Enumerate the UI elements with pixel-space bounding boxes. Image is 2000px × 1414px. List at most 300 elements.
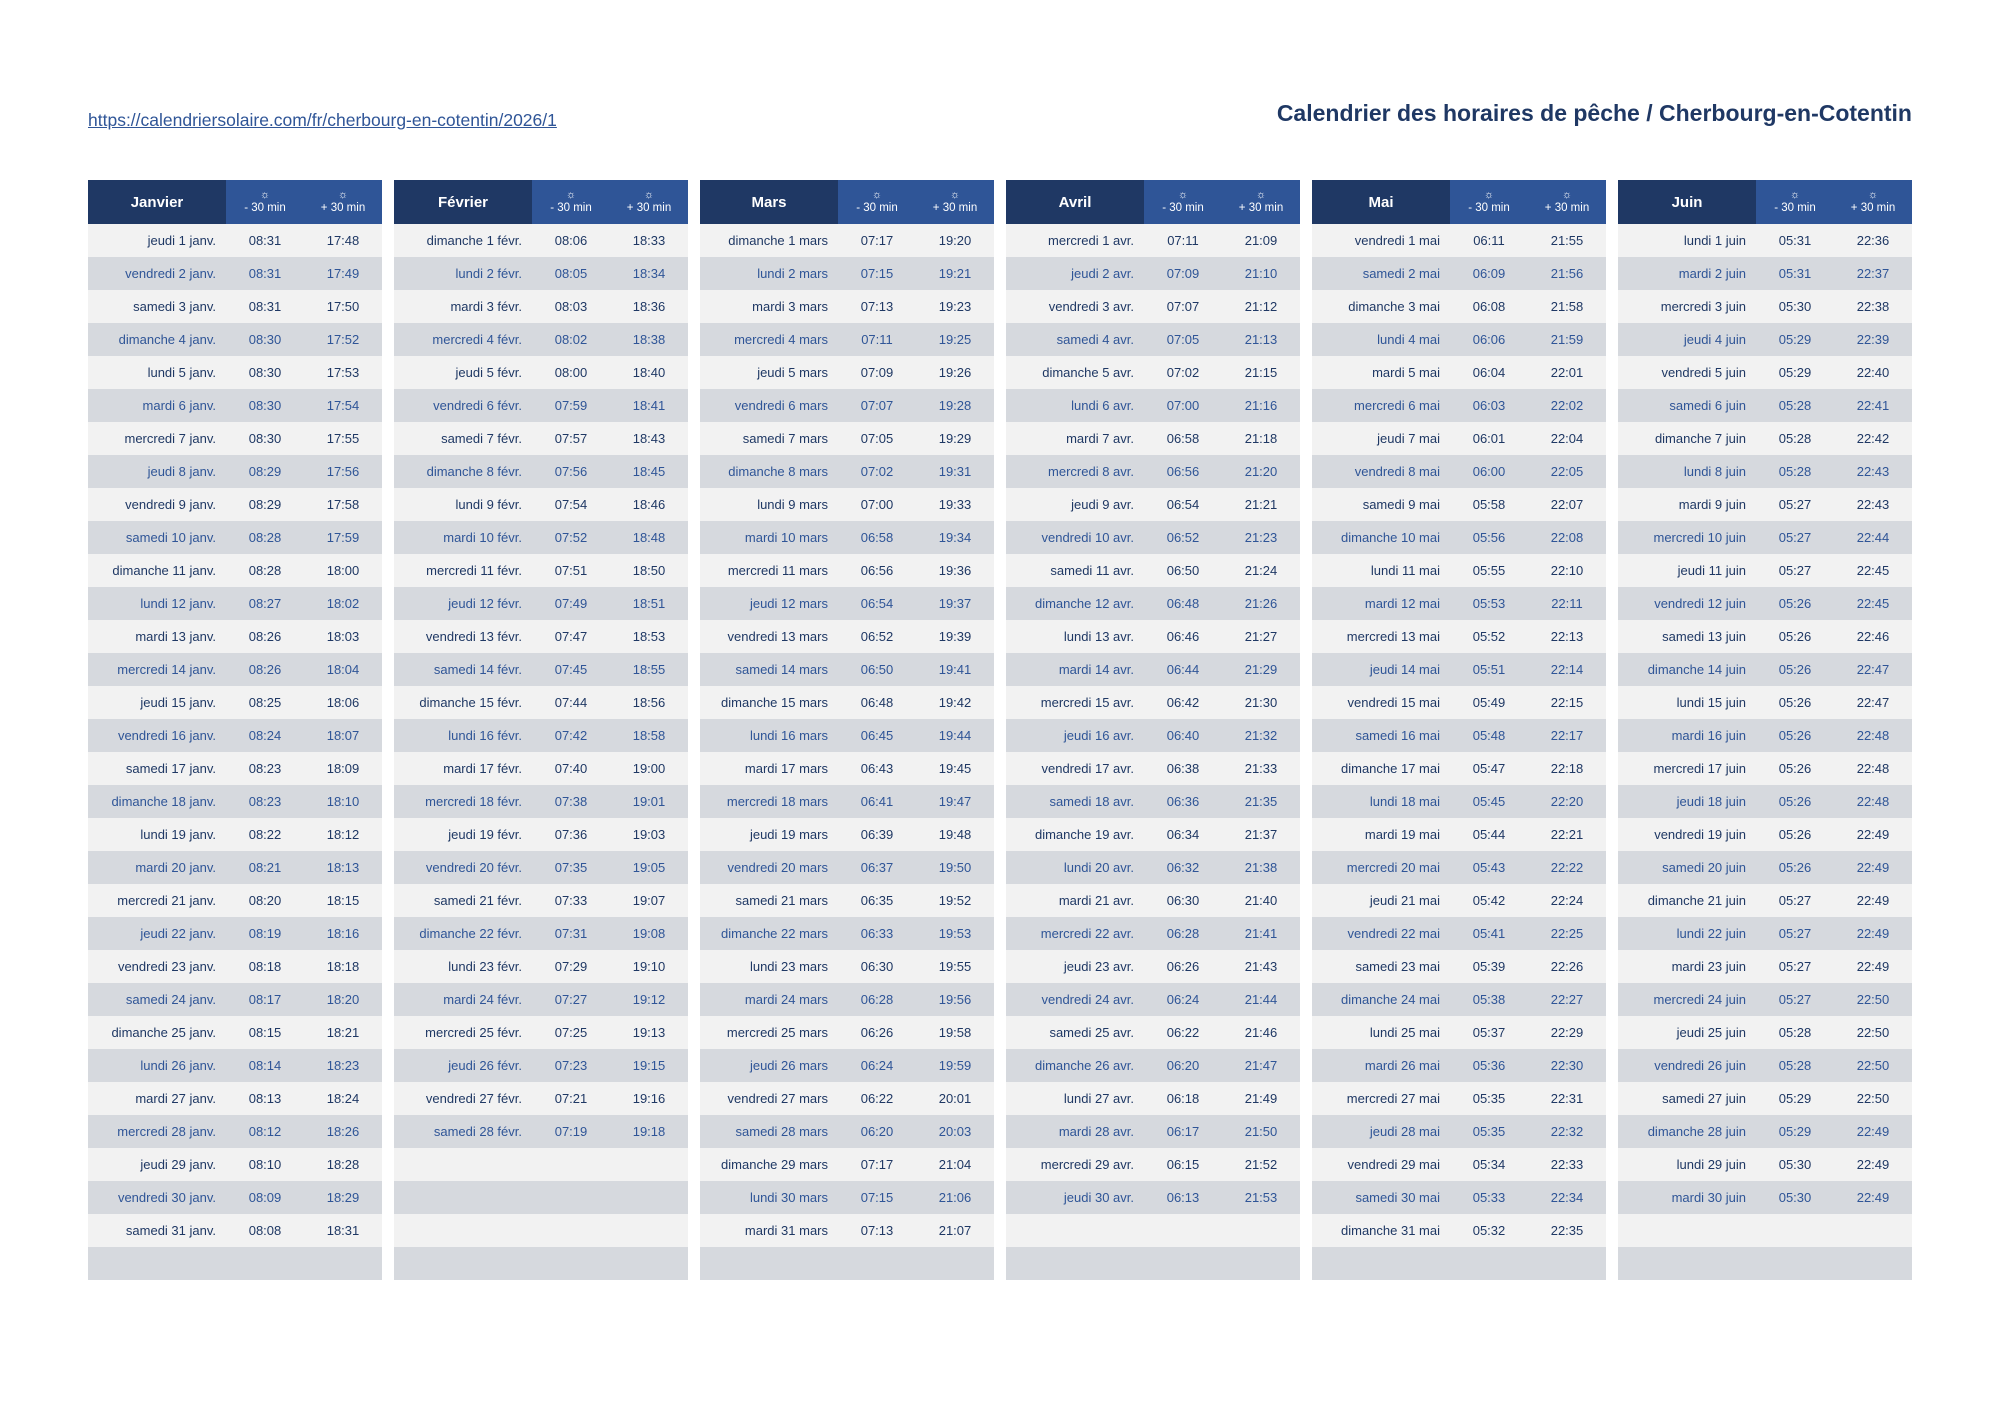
table-row — [700, 257, 994, 290]
day-label: samedi 4 avr. — [1006, 323, 1144, 356]
sunset-plus-30-value — [1222, 1247, 1300, 1280]
sunrise-minus-30-value: 06:20 — [838, 1115, 916, 1148]
table-row — [394, 521, 688, 554]
table-row — [1312, 1148, 1606, 1181]
table-row — [1006, 488, 1300, 521]
sunrise-minus-30-value: 05:26 — [1756, 818, 1834, 851]
sunset-plus-30-value — [916, 1247, 994, 1280]
sunset-plus-30-value: 21:46 — [1222, 1016, 1300, 1049]
day-label: lundi 22 juin — [1618, 917, 1756, 950]
sunrise-minus-30-value: 07:02 — [1144, 356, 1222, 389]
sunrise-minus-30-value: 07:07 — [838, 389, 916, 422]
sunset-plus-30-header — [1834, 180, 1912, 224]
month-block-mai — [1312, 180, 1606, 1280]
day-label: dimanche 7 juin — [1618, 422, 1756, 455]
table-row — [394, 620, 688, 653]
day-label: lundi 11 mai — [1312, 554, 1450, 587]
sun-icon: ☼ — [871, 189, 883, 201]
day-label: vendredi 12 juin — [1618, 587, 1756, 620]
sunset-plus-30-value: 22:48 — [1834, 719, 1912, 752]
day-label: mardi 7 avr. — [1006, 422, 1144, 455]
table-row — [394, 224, 688, 257]
sunrise-minus-30-value: 08:30 — [226, 356, 304, 389]
sunrise-minus-30-value: 06:01 — [1450, 422, 1528, 455]
day-label: mardi 10 mars — [700, 521, 838, 554]
day-label: vendredi 13 mars — [700, 620, 838, 653]
sunset-plus-30-value: 21:47 — [1222, 1049, 1300, 1082]
table-row — [1618, 1049, 1912, 1082]
sunset-plus-30-value: 21:27 — [1222, 620, 1300, 653]
day-label: dimanche 8 mars — [700, 455, 838, 488]
sunrise-minus-30-value: 07:02 — [838, 455, 916, 488]
sunset-plus-30-value: 19:48 — [916, 818, 994, 851]
day-label: mercredi 1 avr. — [1006, 224, 1144, 257]
day-label: jeudi 12 févr. — [394, 587, 532, 620]
day-label: dimanche 3 mai — [1312, 290, 1450, 323]
sunrise-minus-30-value: 06:09 — [1450, 257, 1528, 290]
day-label: vendredi 8 mai — [1312, 455, 1450, 488]
table-row — [1618, 1082, 1912, 1115]
sunset-plus-30-value: 22:43 — [1834, 455, 1912, 488]
day-label: samedi 10 janv. — [88, 521, 226, 554]
table-row — [1618, 752, 1912, 785]
sunset-plus-30-value: 22:01 — [1528, 356, 1606, 389]
sunrise-minus-30-value: 05:28 — [1756, 455, 1834, 488]
day-label: mercredi 10 juin — [1618, 521, 1756, 554]
sunset-plus-30-value: 22:34 — [1528, 1181, 1606, 1214]
sunrise-minus-30-value: 07:57 — [532, 422, 610, 455]
sunrise-minus-30-value: 05:26 — [1756, 686, 1834, 719]
sunset-plus-30-value: 21:53 — [1222, 1181, 1300, 1214]
table-row — [700, 1082, 994, 1115]
sunset-plus-30-value: 22:35 — [1528, 1214, 1606, 1247]
table-row — [88, 1115, 382, 1148]
empty-row — [1006, 1214, 1300, 1247]
day-label: lundi 19 janv. — [88, 818, 226, 851]
month-name-header: Janvier — [88, 180, 226, 224]
sunset-plus-30-value: 22:33 — [1528, 1148, 1606, 1181]
day-label: mercredi 14 janv. — [88, 653, 226, 686]
sunset-plus-30-value: 21:37 — [1222, 818, 1300, 851]
table-header-row — [394, 180, 688, 224]
sunrise-minus-30-value: 05:27 — [1756, 488, 1834, 521]
sunrise-minus-30-value: 08:22 — [226, 818, 304, 851]
sunrise-minus-30-value: 08:08 — [226, 1214, 304, 1247]
sunset-plus-30-value: 22:50 — [1834, 983, 1912, 1016]
sunset-plus-30-header-label: + 30 min — [1238, 202, 1284, 214]
table-row — [1006, 389, 1300, 422]
table-row — [394, 290, 688, 323]
sunrise-minus-30-value: 08:17 — [226, 983, 304, 1016]
sunrise-minus-30-value: 05:37 — [1450, 1016, 1528, 1049]
sunset-plus-30-value: 22:50 — [1834, 1049, 1912, 1082]
sunset-plus-30-value: 19:13 — [610, 1016, 688, 1049]
day-label: vendredi 6 févr. — [394, 389, 532, 422]
table-row — [700, 785, 994, 818]
sunrise-minus-30-value: 08:26 — [226, 620, 304, 653]
sunrise-minus-30-value: 05:27 — [1756, 521, 1834, 554]
month-table — [1312, 180, 1606, 1280]
sunset-plus-30-value: 17:52 — [304, 323, 382, 356]
sunset-plus-30-value: 19:18 — [610, 1115, 688, 1148]
sunrise-minus-30-value: 07:35 — [532, 851, 610, 884]
sunset-plus-30-value: 21:23 — [1222, 521, 1300, 554]
sunrise-minus-30-value: 08:12 — [226, 1115, 304, 1148]
table-row — [1312, 620, 1606, 653]
day-label: samedi 23 mai — [1312, 950, 1450, 983]
sunset-plus-30-value: 22:42 — [1834, 422, 1912, 455]
sunset-plus-30-value: 22:45 — [1834, 587, 1912, 620]
day-label: samedi 25 avr. — [1006, 1016, 1144, 1049]
sunrise-minus-30-value: 08:23 — [226, 752, 304, 785]
sun-icon: ☼ — [1867, 189, 1879, 201]
table-row — [1618, 224, 1912, 257]
sunrise-minus-30-value: 06:50 — [1144, 554, 1222, 587]
sunrise-minus-30-value: 05:26 — [1756, 653, 1834, 686]
table-row — [88, 950, 382, 983]
day-label: mercredi 28 janv. — [88, 1115, 226, 1148]
table-row — [1618, 488, 1912, 521]
day-label: vendredi 27 févr. — [394, 1082, 532, 1115]
sunset-plus-30-value: 22:20 — [1528, 785, 1606, 818]
sunset-plus-30-value: 22:48 — [1834, 752, 1912, 785]
sunrise-minus-30-value: 07:19 — [532, 1115, 610, 1148]
day-label: jeudi 8 janv. — [88, 455, 226, 488]
table-row — [88, 554, 382, 587]
sunset-plus-30-value: 22:04 — [1528, 422, 1606, 455]
table-row — [88, 851, 382, 884]
sun-icon: ☼ — [337, 189, 349, 201]
sunset-plus-30-value: 18:36 — [610, 290, 688, 323]
table-row — [700, 653, 994, 686]
day-label: vendredi 10 avr. — [1006, 521, 1144, 554]
sunset-plus-30-value: 18:53 — [610, 620, 688, 653]
sunrise-minus-30-value: 06:52 — [838, 620, 916, 653]
month-table — [1006, 180, 1300, 1280]
sunset-plus-30-header-label: + 30 min — [1544, 202, 1590, 214]
sunset-plus-30-value: 18:20 — [304, 983, 382, 1016]
table-row — [88, 1016, 382, 1049]
empty-row — [394, 1247, 688, 1280]
sunrise-minus-30-value: 08:02 — [532, 323, 610, 356]
sunrise-minus-30-value — [1756, 1214, 1834, 1247]
table-row — [1618, 785, 1912, 818]
sunrise-minus-30-value: 08:15 — [226, 1016, 304, 1049]
table-row — [1006, 356, 1300, 389]
sunset-plus-30-value: 22:08 — [1528, 521, 1606, 554]
sunset-plus-30-value: 17:53 — [304, 356, 382, 389]
sunrise-minus-30-value: 05:44 — [1450, 818, 1528, 851]
day-label: vendredi 5 juin — [1618, 356, 1756, 389]
sunrise-minus-30-value: 07:05 — [1144, 323, 1222, 356]
table-row — [700, 818, 994, 851]
sunset-plus-30-value: 21:21 — [1222, 488, 1300, 521]
sunrise-minus-30-value: 05:47 — [1450, 752, 1528, 785]
table-row — [1312, 587, 1606, 620]
day-label: lundi 23 mars — [700, 950, 838, 983]
day-label — [1006, 1247, 1144, 1280]
sunrise-minus-30-value: 06:22 — [838, 1082, 916, 1115]
sunset-plus-30-value: 21:33 — [1222, 752, 1300, 785]
sunset-plus-30-value: 22:49 — [1834, 818, 1912, 851]
sunrise-minus-30-value: 07:13 — [838, 290, 916, 323]
day-label: mercredi 22 avr. — [1006, 917, 1144, 950]
sunrise-minus-30-value — [838, 1247, 916, 1280]
table-row — [1618, 455, 1912, 488]
day-label: lundi 2 mars — [700, 257, 838, 290]
month-block-février — [394, 180, 688, 1280]
sunset-plus-30-value: 21:13 — [1222, 323, 1300, 356]
sunset-plus-30-value: 18:16 — [304, 917, 382, 950]
table-row — [1312, 1181, 1606, 1214]
day-label: mercredi 13 mai — [1312, 620, 1450, 653]
month-table — [394, 180, 688, 1280]
table-row — [1312, 1115, 1606, 1148]
months-grid — [88, 180, 1918, 1280]
sunset-plus-30-value: 19:53 — [916, 917, 994, 950]
sunset-plus-30-value: 21:04 — [916, 1148, 994, 1181]
day-label: lundi 2 févr. — [394, 257, 532, 290]
day-label: samedi 7 mars — [700, 422, 838, 455]
table-row — [394, 323, 688, 356]
day-label: mercredi 17 juin — [1618, 752, 1756, 785]
sunset-plus-30-value: 19:29 — [916, 422, 994, 455]
sunrise-minus-30-value: 08:09 — [226, 1181, 304, 1214]
sunset-plus-30-value: 18:34 — [610, 257, 688, 290]
sunrise-minus-30-value: 07:23 — [532, 1049, 610, 1082]
day-label: jeudi 12 mars — [700, 587, 838, 620]
sun-icon: ☼ — [1483, 189, 1495, 201]
sunset-plus-30-value: 21:06 — [916, 1181, 994, 1214]
sunrise-minus-30-value: 06:44 — [1144, 653, 1222, 686]
day-label: mardi 24 mars — [700, 983, 838, 1016]
day-label: dimanche 14 juin — [1618, 653, 1756, 686]
sunrise-minus-30-value: 06:28 — [1144, 917, 1222, 950]
table-row — [700, 587, 994, 620]
table-row — [88, 290, 382, 323]
sunrise-minus-30-value: 05:28 — [1756, 1016, 1834, 1049]
sunrise-minus-30-value: 07:36 — [532, 818, 610, 851]
sunset-plus-30-value: 22:31 — [1528, 1082, 1606, 1115]
day-label: mercredi 6 mai — [1312, 389, 1450, 422]
table-row — [1006, 422, 1300, 455]
sunset-plus-30-value: 17:54 — [304, 389, 382, 422]
sun-icon: ☼ — [565, 189, 577, 201]
sunrise-minus-30-value: 08:03 — [532, 290, 610, 323]
day-label — [1006, 1214, 1144, 1247]
day-label: mercredi 11 févr. — [394, 554, 532, 587]
sunrise-minus-30-value: 07:45 — [532, 653, 610, 686]
sunset-plus-30-value: 21:40 — [1222, 884, 1300, 917]
table-row — [88, 752, 382, 785]
sunset-plus-30-value: 19:28 — [916, 389, 994, 422]
sunrise-minus-30-value: 08:05 — [532, 257, 610, 290]
table-row — [1618, 1016, 1912, 1049]
table-row — [394, 752, 688, 785]
table-row — [394, 587, 688, 620]
day-label: jeudi 4 juin — [1618, 323, 1756, 356]
sunset-plus-30-value: 22:43 — [1834, 488, 1912, 521]
sunset-plus-30-value: 18:23 — [304, 1049, 382, 1082]
sunrise-minus-30-value: 06:18 — [1144, 1082, 1222, 1115]
day-label: vendredi 27 mars — [700, 1082, 838, 1115]
day-label: lundi 26 janv. — [88, 1049, 226, 1082]
day-label: lundi 23 févr. — [394, 950, 532, 983]
empty-row — [88, 1247, 382, 1280]
day-label — [700, 1247, 838, 1280]
sunrise-minus-30-value: 05:28 — [1756, 422, 1834, 455]
table-row — [1618, 389, 1912, 422]
sunset-plus-30-value: 18:31 — [304, 1214, 382, 1247]
table-row — [1312, 785, 1606, 818]
day-label: mardi 16 juin — [1618, 719, 1756, 752]
sunset-plus-30-value: 21:41 — [1222, 917, 1300, 950]
sunset-plus-30-value: 17:55 — [304, 422, 382, 455]
sun-icon: ☼ — [1561, 189, 1573, 201]
sunset-plus-30-value: 22:36 — [1834, 224, 1912, 257]
sunset-plus-30-value: 22:50 — [1834, 1082, 1912, 1115]
day-label: lundi 27 avr. — [1006, 1082, 1144, 1115]
sunset-plus-30-value: 18:40 — [610, 356, 688, 389]
sunset-plus-30-value: 22:49 — [1834, 950, 1912, 983]
sunset-plus-30-value: 18:56 — [610, 686, 688, 719]
sunrise-minus-30-value — [1756, 1247, 1834, 1280]
sunrise-minus-30-value: 08:27 — [226, 587, 304, 620]
sunset-plus-30-value: 18:02 — [304, 587, 382, 620]
sunrise-minus-30-value: 06:24 — [838, 1049, 916, 1082]
sunset-plus-30-value: 22:49 — [1834, 1115, 1912, 1148]
day-label: samedi 28 mars — [700, 1115, 838, 1148]
day-label: mercredi 4 févr. — [394, 323, 532, 356]
table-row — [394, 851, 688, 884]
table-row — [394, 950, 688, 983]
sunrise-minus-30-value: 05:29 — [1756, 1115, 1834, 1148]
sunrise-minus-30-value: 06:22 — [1144, 1016, 1222, 1049]
sunrise-minus-30-value: 05:43 — [1450, 851, 1528, 884]
empty-row — [1618, 1247, 1912, 1280]
sunset-plus-30-value: 21:24 — [1222, 554, 1300, 587]
sunrise-minus-30-value: 07:51 — [532, 554, 610, 587]
sunrise-minus-30-value: 07:17 — [838, 224, 916, 257]
table-row — [700, 917, 994, 950]
table-row — [700, 1148, 994, 1181]
day-label: vendredi 2 janv. — [88, 257, 226, 290]
sunset-plus-30-value — [1222, 1214, 1300, 1247]
day-label: vendredi 19 juin — [1618, 818, 1756, 851]
day-label: samedi 9 mai — [1312, 488, 1450, 521]
table-row — [700, 488, 994, 521]
day-label — [394, 1214, 532, 1247]
day-label: jeudi 9 avr. — [1006, 488, 1144, 521]
sunrise-minus-30-header — [532, 180, 610, 224]
sunset-plus-30-value: 21:55 — [1528, 224, 1606, 257]
sunset-plus-30-value: 21:09 — [1222, 224, 1300, 257]
sunrise-minus-30-value: 07:52 — [532, 521, 610, 554]
sunrise-minus-30-header-label: - 30 min — [856, 202, 898, 214]
month-name-header: Avril — [1006, 180, 1144, 224]
table-header-row — [1006, 180, 1300, 224]
day-label: dimanche 31 mai — [1312, 1214, 1450, 1247]
sunset-plus-30-value: 22:10 — [1528, 554, 1606, 587]
sunset-plus-30-value: 22:49 — [1834, 884, 1912, 917]
table-row — [700, 389, 994, 422]
sunrise-minus-30-value: 08:25 — [226, 686, 304, 719]
table-row — [1618, 653, 1912, 686]
table-row — [88, 917, 382, 950]
day-label: lundi 13 avr. — [1006, 620, 1144, 653]
empty-row — [1618, 1214, 1912, 1247]
day-label: jeudi 5 févr. — [394, 356, 532, 389]
sunrise-minus-30-value: 08:19 — [226, 917, 304, 950]
table-header-row — [700, 180, 994, 224]
day-label: dimanche 22 févr. — [394, 917, 532, 950]
sunrise-minus-30-value: 05:48 — [1450, 719, 1528, 752]
sunset-plus-30-value: 21:30 — [1222, 686, 1300, 719]
sunset-plus-30-value: 22:11 — [1528, 587, 1606, 620]
sunset-plus-30-value: 19:21 — [916, 257, 994, 290]
sunset-plus-30-value: 22:15 — [1528, 686, 1606, 719]
sunrise-minus-30-value: 07:47 — [532, 620, 610, 653]
table-row — [1006, 950, 1300, 983]
sunset-plus-30-value: 21:52 — [1222, 1148, 1300, 1181]
sunset-plus-30-value: 19:03 — [610, 818, 688, 851]
sunrise-minus-30-value: 08:31 — [226, 290, 304, 323]
day-label: dimanche 25 janv. — [88, 1016, 226, 1049]
sunset-plus-30-value: 22:39 — [1834, 323, 1912, 356]
table-row — [88, 818, 382, 851]
empty-row — [700, 1247, 994, 1280]
sunrise-minus-30-value: 05:35 — [1450, 1115, 1528, 1148]
sunrise-minus-30-value: 07:49 — [532, 587, 610, 620]
sunset-plus-30-value: 19:44 — [916, 719, 994, 752]
month-table — [1618, 180, 1912, 1280]
day-label: dimanche 26 avr. — [1006, 1049, 1144, 1082]
day-label: mardi 23 juin — [1618, 950, 1756, 983]
sunset-plus-30-value: 21:12 — [1222, 290, 1300, 323]
day-label: lundi 9 mars — [700, 488, 838, 521]
table-row — [394, 422, 688, 455]
sunset-plus-30-value: 22:14 — [1528, 653, 1606, 686]
sunrise-minus-30-value: 05:27 — [1756, 554, 1834, 587]
sunrise-minus-30-value: 05:30 — [1756, 1181, 1834, 1214]
day-label: vendredi 20 mars — [700, 851, 838, 884]
table-row — [700, 1115, 994, 1148]
day-label: dimanche 5 avr. — [1006, 356, 1144, 389]
table-header-row — [88, 180, 382, 224]
sunrise-minus-30-value: 07:21 — [532, 1082, 610, 1115]
sunrise-minus-30-value: 08:28 — [226, 521, 304, 554]
table-row — [1618, 983, 1912, 1016]
table-row — [1618, 422, 1912, 455]
sunset-plus-30-value: 22:44 — [1834, 521, 1912, 554]
sunset-plus-30-value: 18:03 — [304, 620, 382, 653]
table-header-row — [1312, 180, 1606, 224]
sunset-plus-30-value: 19:52 — [916, 884, 994, 917]
day-label: mardi 10 févr. — [394, 521, 532, 554]
table-row — [700, 290, 994, 323]
sunset-plus-30-value: 19:56 — [916, 983, 994, 1016]
day-label: jeudi 2 avr. — [1006, 257, 1144, 290]
sunset-plus-30-value: 18:33 — [610, 224, 688, 257]
table-row — [1312, 422, 1606, 455]
day-label: mercredi 4 mars — [700, 323, 838, 356]
day-label: mercredi 18 mars — [700, 785, 838, 818]
source-url-link[interactable]: https://calendriersolaire.com/fr/cherbourg-en-cotentin/2026/1 — [88, 110, 557, 130]
table-row — [88, 686, 382, 719]
sunset-plus-30-value: 19:55 — [916, 950, 994, 983]
sunset-plus-30-header — [610, 180, 688, 224]
day-label: jeudi 18 juin — [1618, 785, 1756, 818]
